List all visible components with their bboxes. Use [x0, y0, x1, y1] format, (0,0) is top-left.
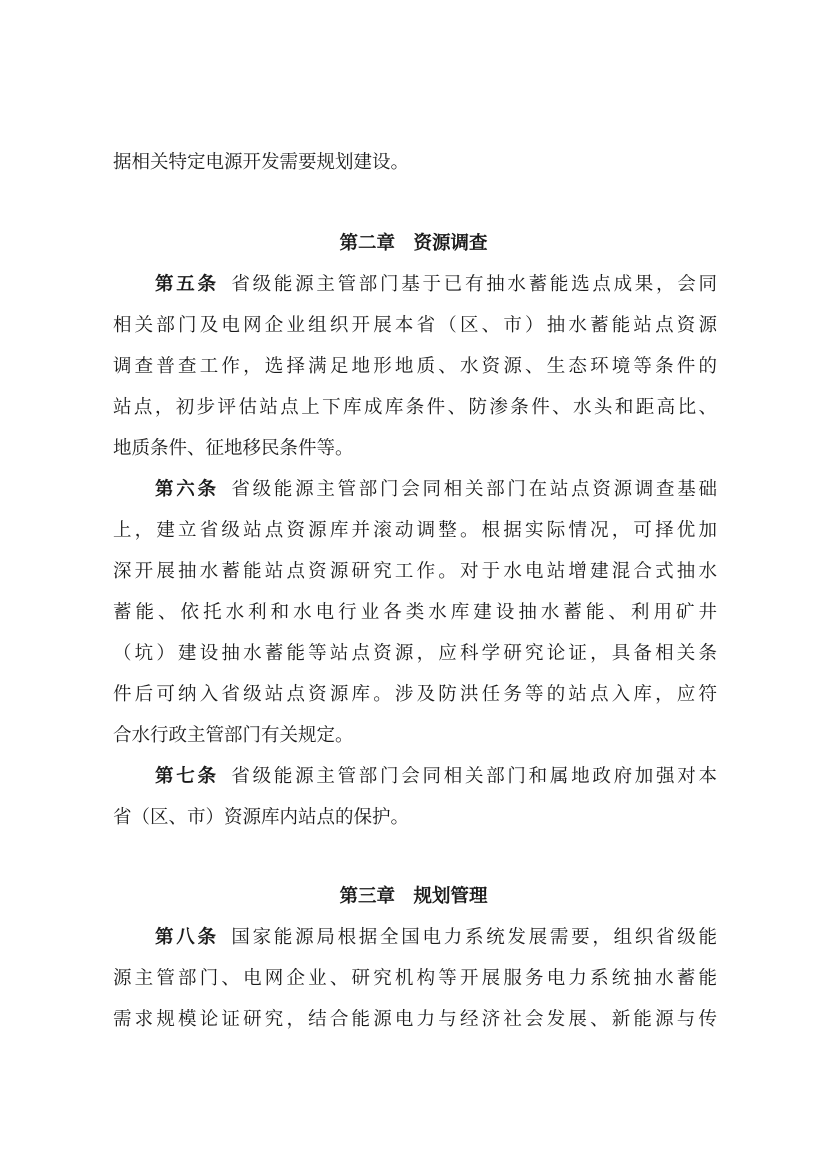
- article-5-text: 省级能源主管部门基于已有抽水蓄能选点成果，会同: [228, 274, 717, 295]
- article-5-line-2: 相关部门及电网企业组织开展本省（区、市）抽水蓄能站点资源: [113, 315, 717, 336]
- article-8-line-2: 源主管部门、电网企业、研究机构等开展服务电力系统抽水蓄能: [113, 968, 717, 989]
- article-5-line-5: 地质条件、征地移民条件等。: [113, 438, 354, 459]
- article-5-line-4: 站点，初步评估站点上下库成库条件、防渗条件、水头和距高比、: [113, 397, 717, 418]
- article-6-line-3: 深开展抽水蓄能站点资源研究工作。对于水电站增建混合式抽水: [113, 561, 717, 582]
- article-6-line-7: 合水行政主管部门有关规定。: [113, 725, 354, 746]
- article-8-line-1: [155, 926, 717, 950]
- article-6-line-4: 蓄能、依托水利和水电行业各类水库建设抽水蓄能、利用矿井: [113, 602, 717, 623]
- article-7-line-2: 省（区、市）资源库内站点的保护。: [113, 807, 410, 828]
- article-8-line-3: 需求规模论证研究，结合能源电力与经济社会发展、新能源与传: [113, 1009, 717, 1030]
- article-6-label: 第六条: [155, 479, 219, 500]
- article-7-text: 省级能源主管部门会同相关部门和属地政府加强对本: [228, 766, 717, 787]
- article-7-label: 第七条: [155, 766, 219, 787]
- article-5-label: 第五条: [155, 274, 219, 295]
- article-5-line-3: 调查普查工作，选择满足地形地质、水资源、生态环境等条件的: [113, 356, 717, 377]
- article-6-line-2: 上，建立省级站点资源库并滚动调整。根据实际情况，可择优加: [113, 520, 717, 541]
- chapter-3-heading: 第三章 规划管理: [339, 886, 488, 907]
- article-5-line-1: [155, 273, 717, 297]
- article-7-line-1: [155, 765, 717, 789]
- continuation-line: 据相关特定电源开发需要规划建设。: [113, 152, 410, 173]
- article-6-line-5: （坑）建设抽水蓄能等站点资源，应科学研究论证，具备相关条: [113, 643, 717, 664]
- chapter-2-heading: 第二章 资源调查: [339, 233, 488, 254]
- article-8-text: 国家能源局根据全国电力系统发展需要，组织省级能: [228, 927, 717, 948]
- article-6-line-1: [155, 478, 717, 502]
- article-6-line-6: 件后可纳入省级站点资源库。涉及防洪任务等的站点入库，应符: [113, 684, 717, 705]
- article-6-text: 省级能源主管部门会同相关部门在站点资源调查基础: [228, 479, 717, 500]
- article-8-label: 第八条: [155, 927, 219, 948]
